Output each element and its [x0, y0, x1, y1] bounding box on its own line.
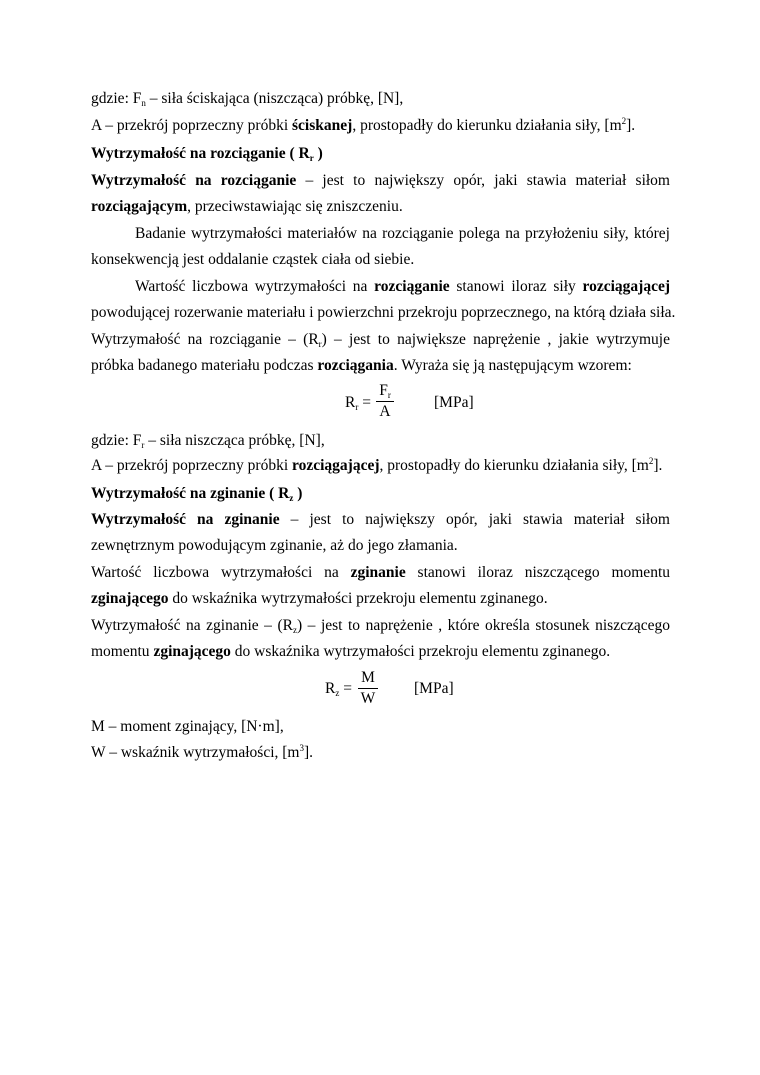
- formula-tensile-numerator: $F_r$: [379, 382, 391, 400]
- paragraph-bending-stress-cont: momentu zginającego do wskaźnika wytrzymałości przekroju elementu zginanego.: [91, 643, 611, 660]
- fraction-bar: [376, 401, 394, 402]
- heading-bending-strength: Wytrzymałość na zginanie ( $R_z$ ): [91, 485, 303, 503]
- definition-line-force-tensile: gdzie: $F_r$ – siła niszcząca próbkę, [N],: [91, 432, 325, 450]
- paragraph-tensile-test-cont: konsekwencją jest oddalanie cząstek ciała od siebie.: [91, 251, 415, 268]
- definition-line-moment: M – moment zginający, [N·m],: [91, 718, 284, 735]
- fraction-bar: [358, 688, 378, 689]
- formula-tensile-unit: [MPa]: [434, 394, 474, 411]
- definition-line-area-tensile: A – przekrój poprzeczny próbki rozciągającej, prostopadły do kierunku działania siły, $[m^2]$.: [91, 456, 663, 474]
- definition-line-area-compress: A – przekrój poprzeczny próbki ściskanej, prostopadły do kierunku działania siły, $[m^2]$.: [91, 116, 636, 134]
- formula-bending-unit: [MPa]: [414, 680, 454, 697]
- paragraph-bending-value: Wartość liczbowa wytrzymałości na zginanie stanowi iloraz niszczącego momentu: [91, 564, 670, 581]
- heading-tensile-strength: Wytrzymałość na rozciąganie ( $R_r$ ): [91, 145, 323, 163]
- formula-bending-numerator: M: [361, 669, 375, 686]
- paragraph-tensile-definition: Wytrzymałość na rozciąganie – jest to największy opór, jaki stawia materiał siłom: [91, 172, 670, 189]
- paragraph-bending-definition-cont: zewnętrznym powodującym zginanie, aż do jego złamania.: [91, 537, 458, 554]
- paragraph-bending-definition: Wytrzymałość na zginanie – jest to największy opór, jaki stawia materiał siłom: [91, 511, 670, 528]
- paragraph-tensile-value: Wartość liczbowa wytrzymałości na rozciąganie stanowi iloraz siły rozciągającej: [135, 278, 670, 295]
- definition-line-force-compress: gdzie: $F_n$ – siła ściskająca (niszcząca) próbkę, [N],: [91, 90, 404, 108]
- paragraph-tensile-stress-cont: próbka badanego materiału podczas rozciągania. Wyraża się ją następującym wzorem:: [91, 357, 632, 374]
- paragraph-tensile-stress: Wytrzymałość na rozciąganie – $(R_r)$ – jest to największe naprężenie , jakie wytrzymuje: [91, 331, 670, 349]
- formula-bending-fraction: [358, 669, 378, 708]
- formula-bending-denominator: W: [360, 690, 376, 707]
- paragraph-tensile-definition-cont: rozciągającym, przeciwstawiając się zniszczeniu.: [91, 198, 403, 215]
- paragraph-bending-stress: Wytrzymałość na zginanie – $(R_z)$ – jest to naprężenie , które określa stosunek niszczącego: [91, 617, 670, 635]
- paragraph-bending-value-cont: zginającego do wskaźnika wytrzymałości przekroju elementu zginanego.: [91, 590, 548, 607]
- formula-bending-lhs: $R_z$ =: [325, 680, 352, 698]
- formula-tensile-lhs: $R_r$ =: [345, 394, 371, 412]
- definition-line-section-modulus: W – wskaźnik wytrzymałości, $[m^3]$.: [91, 743, 314, 761]
- formula-tensile-denominator: A: [379, 403, 391, 420]
- paragraph-tensile-value-cont: powodującej rozerwanie materiału i powierzchni przekroju poprzecznego, na którą działa siła.: [91, 304, 676, 321]
- paragraph-tensile-test: Badanie wytrzymałości materiałów na rozciąganie polega na przyłożeniu siły, której: [135, 225, 670, 242]
- formula-tensile-fraction: [376, 382, 394, 421]
